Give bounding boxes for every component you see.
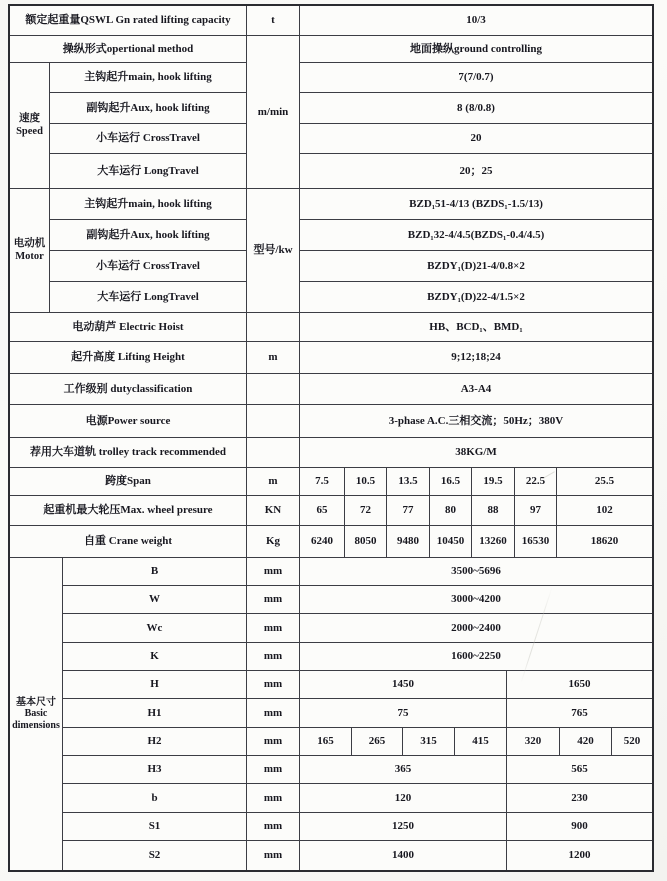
row-trolley-track	[10, 438, 652, 468]
dim-row-H2	[63, 728, 652, 756]
dim-row-K	[63, 643, 652, 671]
dim-value: 415	[455, 728, 507, 756]
speed-group-label	[10, 63, 50, 189]
lifting-height-unit: m	[247, 342, 300, 374]
dim-unit: mm	[247, 756, 300, 784]
dim-row-Wc	[63, 614, 652, 643]
row-crane-weight	[10, 526, 652, 558]
span-value: 22.5	[515, 468, 557, 496]
dim-row-W	[63, 586, 652, 614]
dims-group-zh: 基本尺寸	[15, 696, 56, 708]
motor-aux-hook-label: 副钩起升Aux, hook lifting	[50, 220, 247, 251]
dim-value-left: 120	[300, 784, 507, 813]
lifting-height-value: 9;12;18;24	[300, 342, 652, 374]
hoist-label: 电动葫芦 Electric Hoist	[10, 313, 247, 342]
dim-row-H	[63, 671, 652, 699]
speed-long-travel-label: 大车运行 LongTravel	[50, 154, 247, 189]
track-label: 荐用大车道轨 trolley track recommended	[10, 438, 247, 468]
dim-value-right: 900	[507, 813, 652, 841]
wheel-value: 102	[557, 496, 652, 526]
speed-aux-hook-label: 副钩起升Aux, hook lifting	[50, 93, 247, 124]
dim-value-left: 1450	[300, 671, 507, 699]
rated-capacity-unit: t	[247, 6, 300, 36]
method-value: 地面操纵ground controlling	[300, 36, 652, 63]
dim-row-S2	[63, 841, 652, 870]
speed-group-en: Speed	[16, 125, 43, 137]
speed-unit: m/min	[247, 36, 300, 189]
motor-long-travel-label: 大车运行 LongTravel	[50, 282, 247, 313]
speed-group-zh: 速度	[19, 113, 40, 125]
dim-unit: mm	[247, 643, 300, 671]
dim-label: H2	[63, 728, 247, 756]
wheel-value: 97	[515, 496, 557, 526]
wheel-value: 88	[472, 496, 515, 526]
dim-row-B	[63, 558, 652, 586]
dim-value-right: 230	[507, 784, 652, 813]
span-value: 16.5	[430, 468, 472, 496]
motor-cross-travel-value: BZDY₁(D)21-4/0.8×2	[300, 251, 652, 282]
dim-unit: mm	[247, 728, 300, 756]
method-label: 操纵形式opertional method	[10, 36, 247, 63]
motor-main-hook-label: 主钩起升main, hook lifting	[50, 189, 247, 220]
power-unit	[247, 405, 300, 438]
speed-main-hook-value: 7(7/0.7)	[300, 63, 652, 93]
row-rated-capacity	[10, 6, 652, 36]
track-unit	[247, 438, 300, 468]
dim-label: Wc	[63, 614, 247, 643]
dim-value-right: 565	[507, 756, 652, 784]
dim-value: 3000~4200	[300, 586, 652, 614]
dim-value: 1600~2250	[300, 643, 652, 671]
duty-value: A3-A4	[300, 374, 652, 405]
weight-label: 自重 Crane weight	[10, 526, 247, 558]
dim-label: H1	[63, 699, 247, 728]
wheel-value: 80	[430, 496, 472, 526]
rated-capacity-label: 额定起重量QSWL Gn rated lifting capacity	[10, 6, 247, 36]
dim-value: 320	[507, 728, 560, 756]
dim-value-right: 1650	[507, 671, 652, 699]
dim-value: 315	[403, 728, 455, 756]
dim-label: S2	[63, 841, 247, 870]
hoist-value: HB、BCD₁、BMD₁	[300, 313, 652, 342]
row-electric-hoist	[10, 313, 652, 342]
span-value: 25.5	[557, 468, 652, 496]
dims-group-en2: dimensions	[12, 719, 60, 731]
weight-value: 10450	[430, 526, 472, 558]
span-unit: m	[247, 468, 300, 496]
dim-value-left: 365	[300, 756, 507, 784]
dim-label: S1	[63, 813, 247, 841]
motor-main-hook-value: BZD₁51-4/13 (BZDS₁-1.5/13)	[300, 189, 652, 220]
wheel-unit: KN	[247, 496, 300, 526]
dim-row-b	[63, 784, 652, 813]
span-label: 跨度Span	[10, 468, 247, 496]
motor-group-en: Motor	[15, 250, 44, 262]
weight-value: 13260	[472, 526, 515, 558]
motor-long-travel-value: BZDY₁(D)22-4/1.5×2	[300, 282, 652, 313]
speed-cross-travel-value: 20	[300, 124, 652, 154]
dim-label: H	[63, 671, 247, 699]
dim-unit: mm	[247, 813, 300, 841]
dim-unit: mm	[247, 586, 300, 614]
speed-cross-travel-label: 小车运行 CrossTravel	[50, 124, 247, 154]
dim-unit: mm	[247, 841, 300, 870]
dim-label: K	[63, 643, 247, 671]
row-duty-classification	[10, 374, 652, 405]
span-value: 7.5	[300, 468, 345, 496]
weight-value: 18620	[557, 526, 652, 558]
row-wheel-pressure	[10, 496, 652, 526]
dims-group-label	[10, 558, 63, 870]
motor-group-label	[10, 189, 50, 313]
dim-unit: mm	[247, 614, 300, 643]
speed-long-travel-value: 20；25	[300, 154, 652, 189]
row-power-source	[10, 405, 652, 438]
hoist-unit	[247, 313, 300, 342]
duty-label: 工作级别 dutyclassification	[10, 374, 247, 405]
wheel-label: 起重机最大轮压Max. wheel presure	[10, 496, 247, 526]
rated-capacity-value: 10/3	[300, 6, 652, 36]
span-value: 10.5	[345, 468, 387, 496]
weight-value: 16530	[515, 526, 557, 558]
span-value: 19.5	[472, 468, 515, 496]
wheel-value: 77	[387, 496, 430, 526]
weight-unit: Kg	[247, 526, 300, 558]
weight-value: 6240	[300, 526, 345, 558]
dim-label: H3	[63, 756, 247, 784]
dim-value-right: 765	[507, 699, 652, 728]
dim-label: b	[63, 784, 247, 813]
motor-aux-hook-value: BZD₁32-4/4.5(BZDS₁-0.4/4.5)	[300, 220, 652, 251]
wheel-value: 65	[300, 496, 345, 526]
track-value: 38KG/M	[300, 438, 652, 468]
speed-main-hook-label: 主钩起升main, hook lifting	[50, 63, 247, 93]
dim-value: 3500~5696	[300, 558, 652, 586]
dim-value-left: 75	[300, 699, 507, 728]
dim-value: 520	[612, 728, 652, 756]
dim-value: 165	[300, 728, 352, 756]
dim-row-H1	[63, 699, 652, 728]
dim-value-right: 1200	[568, 849, 591, 862]
motor-block	[10, 189, 652, 313]
power-value: 3-phase A.C.三相交流；50Hz；380V	[300, 405, 652, 438]
dim-value-left: 1250	[300, 813, 507, 841]
dim-row-H3	[63, 756, 652, 784]
dim-value: 265	[352, 728, 403, 756]
duty-unit	[247, 374, 300, 405]
motor-unit: 型号/kw	[247, 189, 300, 313]
motor-cross-travel-label: 小车运行 CrossTravel	[50, 251, 247, 282]
motor-group-zh: 电动机	[13, 238, 46, 250]
weight-value: 8050	[345, 526, 387, 558]
dim-value-left: 1400	[300, 841, 507, 870]
dim-value: 420	[560, 728, 612, 756]
dim-unit: mm	[247, 558, 300, 586]
dim-unit: mm	[247, 784, 300, 813]
basic-dimensions-block	[10, 558, 652, 870]
weight-value: 9480	[387, 526, 430, 558]
dim-unit: mm	[247, 699, 300, 728]
dim-label: B	[63, 558, 247, 586]
dim-label: W	[63, 586, 247, 614]
dim-row-S1	[63, 813, 652, 841]
span-value: 13.5	[387, 468, 430, 496]
lifting-height-label: 起升高度 Lifting Height	[10, 342, 247, 374]
wheel-value: 72	[345, 496, 387, 526]
dim-value: 2000~2400	[300, 614, 652, 643]
row-lifting-height	[10, 342, 652, 374]
dim-unit: mm	[247, 671, 300, 699]
crane-spec-table	[8, 4, 654, 872]
dims-group-en1: Basic	[24, 708, 48, 720]
speed-aux-hook-value: 8 (8/0.8)	[300, 93, 652, 124]
power-label: 电源Power source	[10, 405, 247, 438]
method-speed-block	[10, 36, 652, 189]
